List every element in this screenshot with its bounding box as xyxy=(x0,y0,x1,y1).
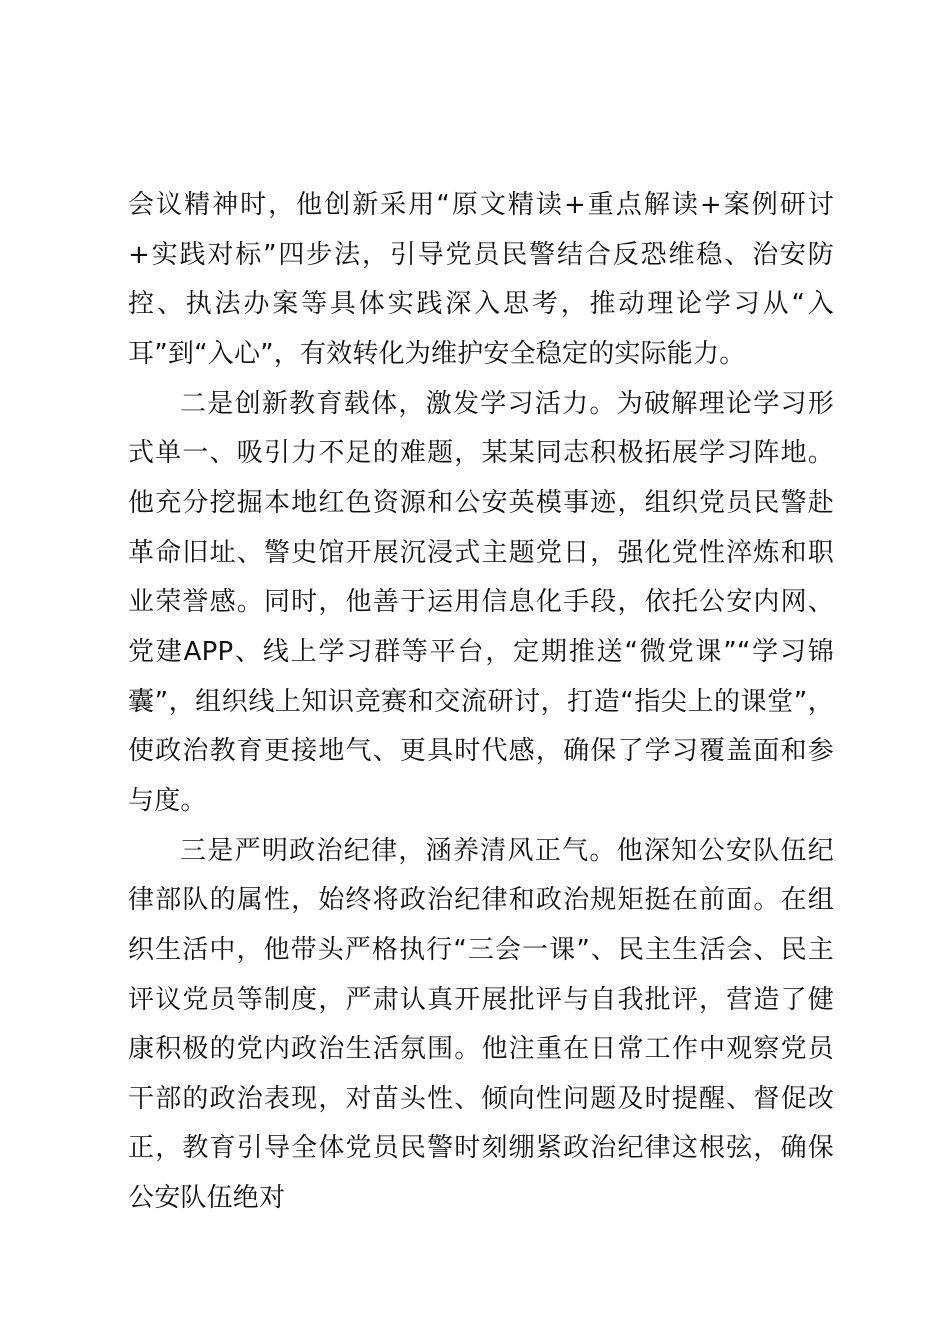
paragraph-continuation: 会议精神时，他创新采用“原文精读+重点解读+案例研讨+实践对标”四步法，引导党员民警结合反恐维稳、治安防控、执法办案等具体实践深入思考，推动理论学习从“入耳”到“入心”，有效转化为维护安全稳定的实际能力。 xyxy=(128,190,834,369)
paragraph-innovate-education: 二是创新教育载体，激发学习活力。为破解理论学习形式单一、吸引力不足的难题，某某同志积极拓展学习阵地。他充分挖掘本地红色资源和公安英模事迹，组织党员民警赴革命旧址、警史馆开展沉浸式主题党日，强化党性淬炼和职业荣誉感。同时，他善于运用信息化手段，依托公安内网、党建APP、线上学习群等平台，定期推送“微党课”“学习锦囊”，组织线上知识竞赛和交流研讨，打造“指尖上的课堂”，使政治教育更接地气、更具时代感，确保了学习覆盖面和参与度。 xyxy=(128,388,834,816)
document-body xyxy=(128,181,834,1224)
paragraph-political-discipline: 三是严明政治纪律，涵养清风正气。他深知公安队伍纪律部队的属性，始终将政治纪律和政治规矩挺在前面。在组织生活中，他带头严格执行“三会一课”、民主生活会、民主评议党员等制度，严肃认真开展批评与自我批评，营造了健康积极的党内政治生活氛围。他注重在日常工作中观察党员干部的政治表现，对苗头性、倾向性问题及时提醒、督促改正，教育引导全体党员民警时刻绷紧政治纪律这根弦，确保公安队伍绝对 xyxy=(128,835,834,1214)
